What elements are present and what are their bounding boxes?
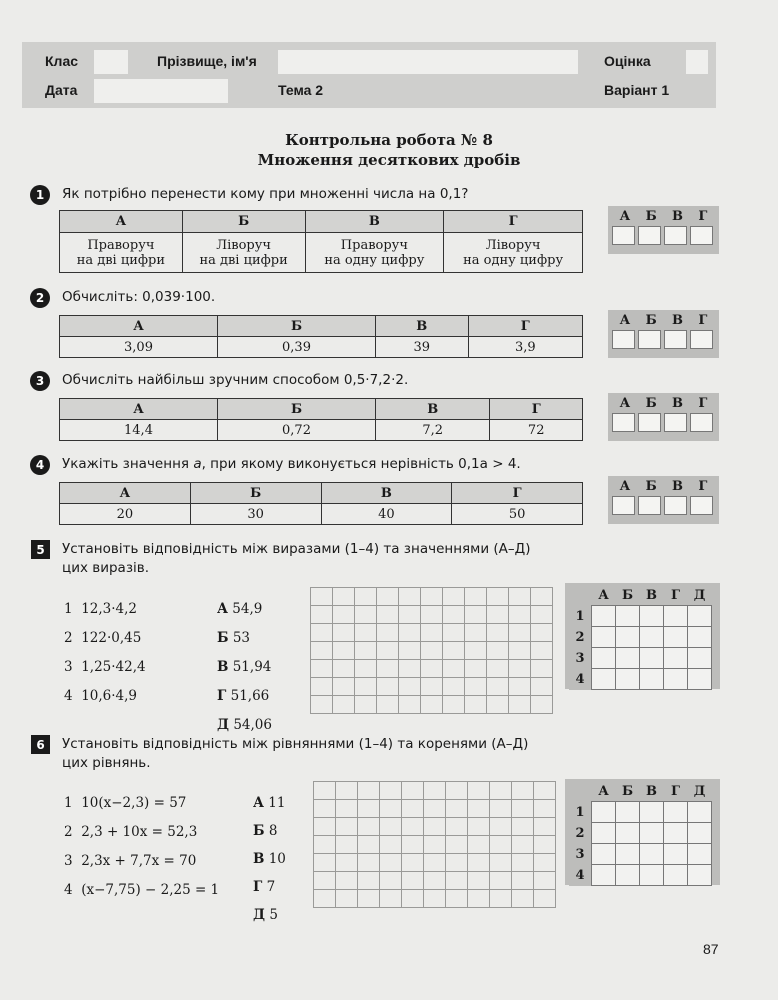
- col-label: В: [640, 585, 664, 606]
- list-item: [64, 876, 219, 905]
- list-item: [217, 653, 272, 682]
- grade-label: Оцінка: [604, 53, 651, 69]
- item-letter: А: [253, 795, 264, 811]
- answer-cell[interactable]: [664, 226, 687, 245]
- match-grid-5: [565, 583, 720, 689]
- match-cell[interactable]: [640, 648, 664, 669]
- item-letter: А: [217, 601, 228, 617]
- options-table-1: [59, 210, 583, 273]
- match-cell[interactable]: [616, 606, 640, 627]
- option-c[interactable]: [305, 233, 444, 273]
- item-value: 8: [268, 823, 278, 839]
- match-cell[interactable]: [664, 865, 688, 886]
- option-letter: А: [60, 483, 191, 504]
- answer-box-4: [608, 476, 719, 524]
- option-b[interactable]: 0,72: [218, 420, 376, 441]
- match-cell[interactable]: [616, 802, 640, 823]
- answer-letter: Б: [645, 479, 657, 494]
- col-label: Д: [688, 585, 712, 606]
- item-letter: Г: [217, 688, 227, 704]
- class-field[interactable]: [94, 50, 128, 74]
- answer-cell[interactable]: [638, 226, 661, 245]
- row-label: 3: [569, 648, 592, 669]
- match-cell[interactable]: [688, 648, 712, 669]
- item-number: 4: [64, 882, 73, 898]
- col-label: Б: [616, 781, 640, 802]
- match-cell[interactable]: [640, 669, 664, 690]
- item-expression: (x−7,75) − 2,25 = 1: [81, 882, 220, 898]
- row-label: 2: [569, 823, 592, 844]
- item-expression: 1,25·42,4: [81, 659, 146, 675]
- match-cell[interactable]: [640, 865, 664, 886]
- answer-cell[interactable]: [690, 226, 713, 245]
- item-expression: 10(x−2,3) = 57: [81, 795, 187, 811]
- row-label: 3: [569, 844, 592, 865]
- item-number: 2: [64, 824, 73, 840]
- question-text-4: [62, 456, 521, 472]
- option-d[interactable]: 72: [490, 420, 583, 441]
- option-letter: Г: [468, 316, 582, 337]
- col-label: А: [592, 585, 616, 606]
- answer-letter: Г: [698, 479, 708, 494]
- option-letter: В: [376, 399, 490, 420]
- match-cell[interactable]: [592, 648, 616, 669]
- match-cell[interactable]: [592, 669, 616, 690]
- option-text: Праворуч: [87, 237, 155, 253]
- match-cell[interactable]: [688, 802, 712, 823]
- answer-cell[interactable]: [612, 330, 635, 349]
- match-cell[interactable]: [688, 627, 712, 648]
- answer-letter: А: [619, 479, 631, 494]
- item-value: 54,9: [232, 601, 263, 617]
- values-list: [217, 595, 272, 740]
- row-label: 4: [569, 865, 592, 886]
- item-letter: Д: [253, 907, 266, 923]
- row-label: 4: [569, 669, 592, 690]
- item-expression: 2,3x + 7,7x = 70: [81, 853, 197, 869]
- question-text-6: Установіть відповідність між рівняннями (1–4) та коренями (А–Д): [62, 736, 529, 752]
- variant-label: Варіант 1: [604, 82, 670, 98]
- item-letter: В: [253, 851, 265, 867]
- option-c[interactable]: 7,2: [376, 420, 490, 441]
- list-item: [64, 595, 146, 624]
- question-number-1: 1: [30, 185, 50, 205]
- item-value: 7: [266, 879, 276, 895]
- expressions-list: [64, 595, 146, 711]
- option-d[interactable]: [444, 233, 583, 273]
- question-number-6: 6: [31, 735, 50, 754]
- question-text-5-cont: цих виразів.: [62, 560, 149, 576]
- answer-letter: Г: [698, 396, 708, 411]
- match-cell[interactable]: [616, 669, 640, 690]
- question-number-2: 2: [30, 288, 50, 308]
- scratch-grid-5[interactable]: [310, 587, 553, 714]
- item-expression: 2,3 + 10x = 52,3: [81, 824, 198, 840]
- answer-cell[interactable]: [690, 413, 713, 432]
- match-cell[interactable]: [616, 865, 640, 886]
- option-text: Ліворуч: [216, 237, 271, 253]
- option-text: Праворуч: [340, 237, 408, 253]
- item-expression: 12,3·4,2: [81, 601, 138, 617]
- question-number-4: 4: [30, 455, 50, 475]
- list-item: [217, 624, 272, 653]
- question-text-6-cont: цих рівнянь.: [62, 755, 151, 771]
- list-item: [253, 817, 286, 845]
- match-cell[interactable]: [664, 844, 688, 865]
- list-item: [217, 595, 272, 624]
- list-item: [64, 847, 219, 876]
- option-letter: В: [305, 211, 444, 233]
- match-cell[interactable]: [640, 627, 664, 648]
- item-number: 3: [64, 659, 73, 675]
- question-text-part: Укажіть значення: [62, 456, 194, 472]
- option-d[interactable]: 50: [452, 504, 583, 525]
- match-cell[interactable]: [640, 606, 664, 627]
- match-cell[interactable]: [616, 627, 640, 648]
- test-title: Контрольна робота № 8: [285, 131, 493, 149]
- row-label: 1: [569, 606, 592, 627]
- options-table-4: [59, 482, 583, 525]
- match-cell[interactable]: [592, 865, 616, 886]
- list-item: [64, 624, 146, 653]
- answer-cell[interactable]: [664, 413, 687, 432]
- scratch-grid-6[interactable]: [313, 781, 556, 908]
- item-number: 4: [64, 688, 73, 704]
- option-letter: Б: [218, 316, 376, 337]
- match-cell[interactable]: [664, 648, 688, 669]
- match-cell[interactable]: [640, 802, 664, 823]
- item-value: 5: [269, 907, 278, 923]
- answer-letter: А: [619, 313, 631, 328]
- option-letter: Г: [490, 399, 583, 420]
- answer-letter: Б: [645, 209, 657, 224]
- match-cell[interactable]: [688, 844, 712, 865]
- answer-cell[interactable]: [638, 496, 661, 515]
- list-item: [64, 789, 219, 818]
- item-number: 2: [64, 630, 73, 646]
- option-a[interactable]: 14,4: [60, 420, 218, 441]
- match-cell[interactable]: [664, 802, 688, 823]
- answer-cell[interactable]: [638, 413, 661, 432]
- item-value: 10: [268, 851, 286, 867]
- item-expression: 10,6·4,9: [81, 688, 138, 704]
- col-label: Г: [664, 585, 688, 606]
- test-subtitle: Множення десяткових дробів: [257, 151, 521, 169]
- answer-letter: Г: [698, 209, 708, 224]
- match-cell[interactable]: [688, 865, 712, 886]
- question-text-3: Обчисліть найбільш зручним способом 0,5·7,2·2.: [62, 372, 409, 388]
- answer-cell[interactable]: [612, 413, 635, 432]
- answer-box-3: [608, 393, 719, 441]
- topic-label: Тема 2: [278, 82, 324, 98]
- surname-field[interactable]: [278, 50, 578, 74]
- grade-field[interactable]: [686, 50, 708, 74]
- options-table-3: [59, 398, 583, 441]
- equations-list: [64, 789, 219, 905]
- option-text: Ліворуч: [485, 237, 541, 253]
- answer-letter: А: [619, 209, 631, 224]
- answer-letter: В: [672, 479, 684, 494]
- roots-list: [253, 789, 286, 929]
- option-a[interactable]: 3,09: [60, 337, 218, 358]
- match-cell[interactable]: [688, 669, 712, 690]
- col-label: В: [640, 781, 664, 802]
- item-value: 51,94: [232, 659, 272, 675]
- date-label: Дата: [45, 82, 78, 98]
- question-text-2: Обчисліть: 0,039·100.: [62, 289, 216, 305]
- match-cell[interactable]: [616, 823, 640, 844]
- list-item: [64, 653, 146, 682]
- option-c[interactable]: 39: [376, 337, 469, 358]
- item-number: 3: [64, 853, 73, 869]
- row-label: 1: [569, 802, 592, 823]
- list-item: [253, 845, 286, 873]
- list-item: [64, 818, 219, 847]
- match-grid-6: [565, 779, 720, 885]
- answer-box-1: [608, 206, 719, 254]
- answer-cell[interactable]: [690, 330, 713, 349]
- option-text: на одну цифру: [324, 252, 425, 268]
- option-letter: Г: [452, 483, 583, 504]
- option-text: на дві цифри: [199, 252, 288, 268]
- variable-a: a: [193, 456, 202, 472]
- options-table-2: [59, 315, 583, 358]
- match-cell[interactable]: [592, 823, 616, 844]
- option-letter: А: [60, 211, 183, 233]
- option-letter: А: [60, 399, 218, 420]
- answer-cell[interactable]: [612, 496, 635, 515]
- match-cell[interactable]: [616, 844, 640, 865]
- option-d[interactable]: 3,9: [468, 337, 582, 358]
- option-letter: Б: [190, 483, 321, 504]
- item-letter: Б: [253, 823, 265, 839]
- option-text: на одну цифру: [463, 252, 564, 268]
- option-text: на дві цифри: [76, 252, 166, 268]
- option-a[interactable]: [60, 233, 183, 273]
- match-cell[interactable]: [688, 606, 712, 627]
- match-cell[interactable]: [640, 844, 664, 865]
- answer-cell[interactable]: [690, 496, 713, 515]
- match-cell[interactable]: [592, 606, 616, 627]
- question-text-5: Установіть відповідність між виразами (1–4) та значеннями (А–Д): [62, 541, 531, 557]
- date-field[interactable]: [94, 79, 228, 103]
- match-cell[interactable]: [592, 844, 616, 865]
- col-label: Д: [688, 781, 712, 802]
- answer-letter: В: [672, 209, 684, 224]
- option-c[interactable]: 40: [321, 504, 452, 525]
- page-number: 87: [703, 941, 719, 957]
- answer-cell[interactable]: [638, 330, 661, 349]
- match-cell[interactable]: [664, 669, 688, 690]
- option-letter: Г: [444, 211, 583, 233]
- option-letter: В: [376, 316, 469, 337]
- item-value: 51,66: [230, 688, 270, 704]
- item-number: 1: [64, 601, 73, 617]
- item-value: 11: [268, 795, 286, 811]
- col-label: Г: [664, 781, 688, 802]
- col-label: А: [592, 781, 616, 802]
- option-a[interactable]: 20: [60, 504, 191, 525]
- answer-box-2: [608, 310, 719, 358]
- col-label: Б: [616, 585, 640, 606]
- option-letter: А: [60, 316, 218, 337]
- match-cell[interactable]: [640, 823, 664, 844]
- match-cell[interactable]: [616, 648, 640, 669]
- option-letter: В: [321, 483, 452, 504]
- item-value: 54,06: [233, 717, 272, 733]
- option-b[interactable]: [182, 233, 305, 273]
- option-letter: Б: [182, 211, 305, 233]
- item-number: 1: [64, 795, 73, 811]
- list-item: [217, 682, 272, 711]
- item-letter: Д: [217, 717, 230, 733]
- item-expression: 122·0,45: [81, 630, 142, 646]
- item-letter: Б: [217, 630, 229, 646]
- item-value: 53: [232, 630, 251, 646]
- item-letter: Г: [253, 879, 263, 895]
- option-b[interactable]: 30: [190, 504, 321, 525]
- surname-label: Прізвище, ім'я: [157, 53, 257, 69]
- match-cell[interactable]: [664, 823, 688, 844]
- answer-letter: Б: [645, 396, 657, 411]
- option-b[interactable]: 0,39: [218, 337, 376, 358]
- list-item: [253, 789, 286, 817]
- match-cell[interactable]: [688, 823, 712, 844]
- answer-cell[interactable]: [664, 330, 687, 349]
- item-letter: В: [217, 659, 229, 675]
- answer-cell[interactable]: [664, 496, 687, 515]
- answer-letter: Б: [645, 313, 657, 328]
- question-text-1: Як потрібно перенести кому при множенні числа на 0,1?: [62, 186, 469, 202]
- match-cell[interactable]: [664, 606, 688, 627]
- list-item: [253, 873, 286, 901]
- list-item: [64, 682, 146, 711]
- answer-letter: А: [619, 396, 631, 411]
- match-cell[interactable]: [592, 627, 616, 648]
- match-cell[interactable]: [592, 802, 616, 823]
- answer-letter: В: [672, 313, 684, 328]
- question-number-5: 5: [31, 540, 50, 559]
- question-number-3: 3: [30, 371, 50, 391]
- match-cell[interactable]: [664, 627, 688, 648]
- answer-letter: В: [672, 396, 684, 411]
- list-item: [253, 901, 286, 929]
- option-letter: Б: [218, 399, 376, 420]
- question-text-part: , при якому виконується нерівність 0,1a > 4.: [201, 456, 521, 472]
- answer-cell[interactable]: [612, 226, 635, 245]
- row-label: 2: [569, 627, 592, 648]
- class-label: Клас: [45, 53, 79, 69]
- answer-letter: Г: [698, 313, 708, 328]
